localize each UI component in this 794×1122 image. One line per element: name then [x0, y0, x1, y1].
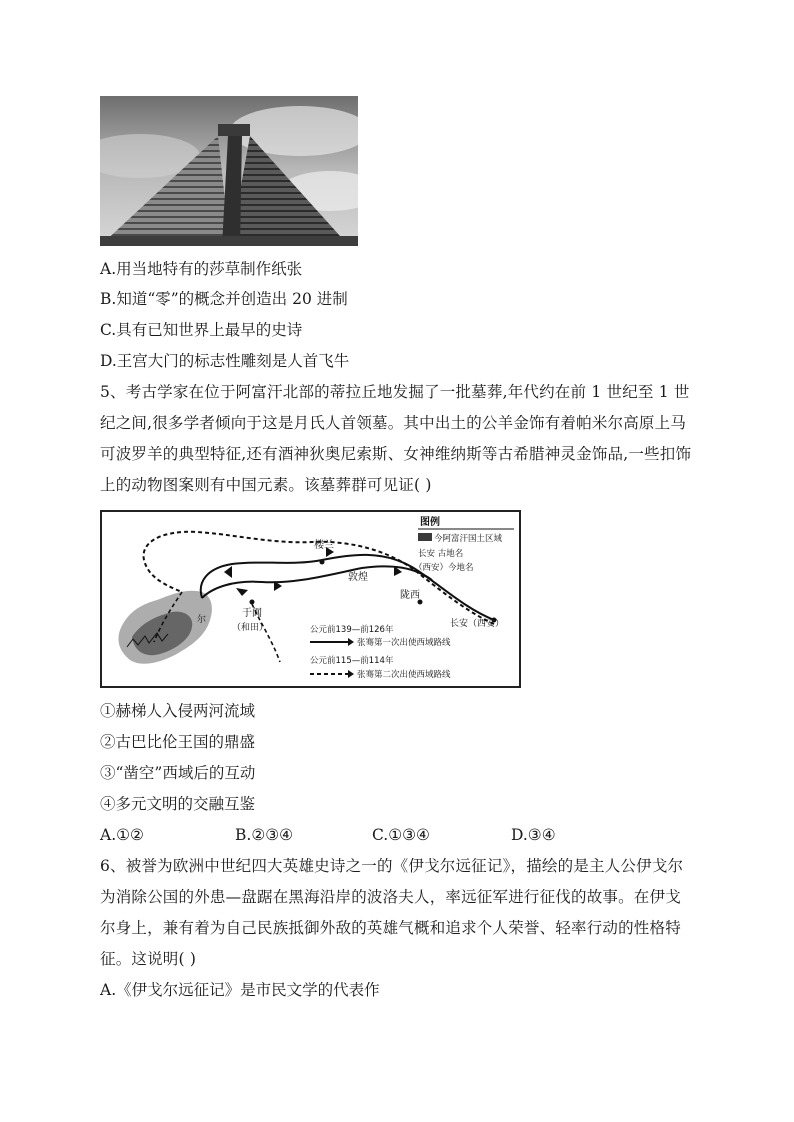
legend-region: 今阿富汗国土区域 — [434, 534, 503, 544]
q6-stem-line-4: 征。这说明( ) — [100, 950, 197, 968]
legend-route1-period: 公元前139—前126年 — [310, 625, 394, 635]
legend-route2-period: 公元前115—前114年 — [310, 656, 394, 666]
q5-item-1: ①赫梯人入侵两河流域 — [100, 702, 256, 720]
q5-option-d: D.③④ — [511, 826, 556, 844]
legend-ancient: 长安 古地名 — [418, 549, 464, 559]
q5-stem-line-1: 5、考古学家在位于阿富汗北部的蒂拉丘地发掘了一批墓葬,年代约在前 1 世纪至 1 世 — [100, 383, 690, 401]
route-arrow-icon — [236, 588, 248, 596]
q5-option-a: A.①② — [100, 826, 144, 844]
yutian-dot — [250, 600, 255, 605]
q6-stem-line-1: 6、被誉为欧洲中世纪四大英雄史诗之一的《伊戈尔远征记》，描绘的是主人公伊戈尔 — [100, 857, 684, 875]
legend-region-swatch — [418, 533, 432, 541]
legend-arrow-icon — [348, 670, 354, 678]
legend-route2-label: 张骞第二次出使西域路线 — [357, 670, 451, 680]
q4-option-a: A.用当地特有的莎草制作纸张 — [100, 260, 303, 278]
label-partial: 尔 — [197, 615, 207, 625]
q4-option-d: D.王宫大门的标志性雕刻是人首飞牛 — [100, 352, 350, 370]
q4-option-b: B.知道“零”的概念并创造出 20 进制 — [100, 290, 348, 308]
legend-title: 图例 — [420, 517, 440, 528]
label-longxi: 陇西 — [400, 590, 420, 601]
q4-option-c: C.具有已知世界上最早的史诗 — [100, 321, 303, 339]
loulan-dot — [320, 560, 325, 565]
q5-option-b: B.②③④ — [235, 826, 294, 844]
legend-arrow-icon — [348, 638, 354, 646]
legend-modern: （西安）今地名 — [414, 563, 474, 573]
q5-item-2: ②古巴比伦王国的鼎盛 — [100, 733, 256, 751]
q5-option-c: C.①③④ — [372, 826, 430, 844]
label-changan: 长安（西安） — [450, 619, 505, 629]
legend-route1-label: 张骞第一次出使西域路线 — [357, 638, 451, 648]
label-yutian: 于阗 — [242, 608, 262, 619]
q5-item-4: ④多元文明的交融互鉴 — [100, 795, 256, 813]
route-arrow-icon — [224, 566, 232, 578]
q5-stem-line-3: 可波罗羊的典型特征,还有酒神狄奥尼索斯、女神维纳斯等古希腊神灵金饰品,一些扣饰 — [100, 445, 692, 463]
afghanistan-region — [118, 591, 211, 664]
q5-stem-line-2: 纪之间,很多学者倾向于这是月氏人首领墓。其中出土的公羊金饰有着帕米尔高原上马 — [100, 414, 687, 432]
q5-item-3: ③“凿空”西域后的互动 — [100, 764, 256, 782]
q5-stem-line-4: 上的动物图案则有中国元素。该墓葬群可见证( ) — [100, 476, 432, 494]
pyramid-photo — [100, 96, 358, 246]
q6-stem-line-3: 尔身上，兼有着为自己民族抵御外敌的英雄气概和追求个人荣誉、轻率行动的性格特 — [100, 919, 681, 937]
q6-stem-line-2: 为消除公国的外患—盘踞在黑海沿岸的波洛夫人，率远征军进行征伐的故事。在伊戈 — [100, 888, 681, 906]
label-loulan: 楼兰 — [314, 540, 334, 551]
label-hetian: （和田） — [232, 623, 269, 633]
label-dunhuang: 敦煌 — [348, 572, 368, 583]
q6-option-a: A.《伊戈尔远征记》是市民文学的代表作 — [100, 981, 380, 999]
zhang-qian-route-map — [100, 510, 521, 688]
